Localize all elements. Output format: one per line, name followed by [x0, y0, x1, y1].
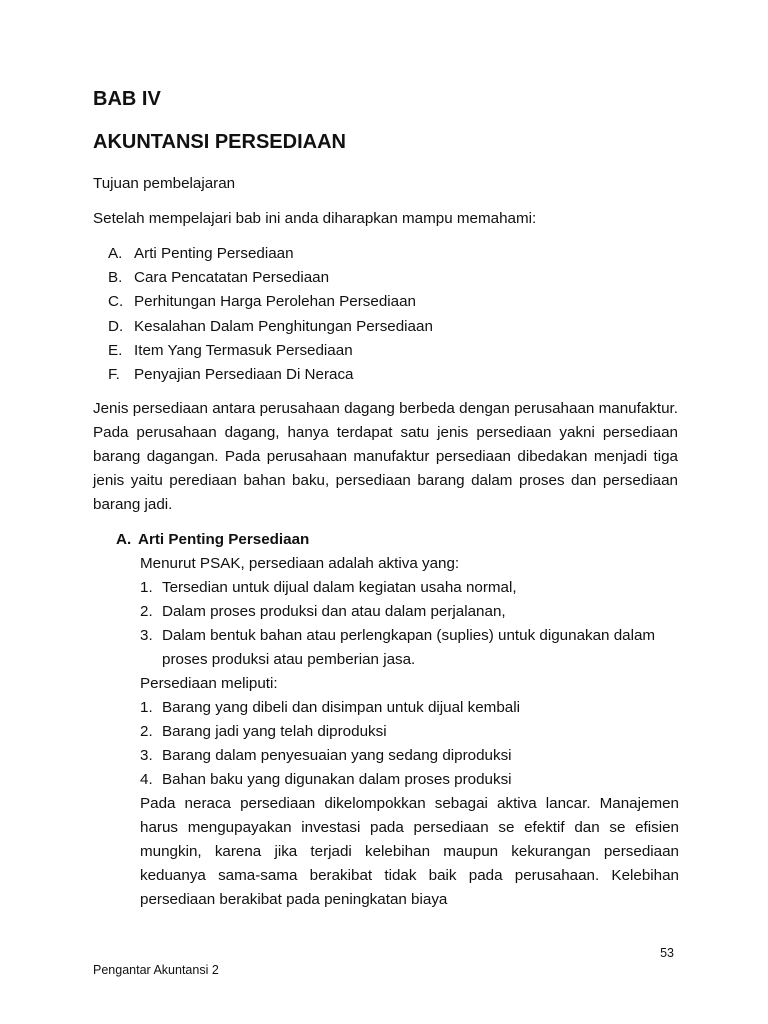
psak-intro: Menurut PSAK, persediaan adalah aktiva yang:: [140, 555, 460, 572]
list-item-text: Penyajian Persediaan Di Neraca: [134, 366, 354, 384]
list-item: [108, 242, 433, 266]
list-item: [140, 600, 678, 624]
learning-objectives-label: Tujuan pembelajaran: [93, 175, 236, 192]
list-marker: F.: [108, 366, 120, 384]
includes-intro: Persediaan meliputi:: [140, 675, 278, 692]
list-item: [108, 290, 433, 314]
list-item-text: Dalam bentuk bahan atau perlengkapan (suplies) untuk digunakan dalam proses produksi atau pemberian jasa.: [162, 627, 656, 668]
page-number: 53: [660, 946, 674, 960]
section-a-paragraph: Pada neraca persediaan dikelompokkan sebagai aktiva lancar. Manajemen harus mengupayakan investasi pada persediaan se efektif dan se efisien mungkin, karena jika terjadi kelebihan maupun kekurangan persediaan keduanya sama-sama berakibat tidak baik pada perusahaan. Kelebihan persediaan berakibat pada peningkatan biaya: [140, 795, 679, 908]
intro-paragraph: Jenis persediaan antara perusahaan dagang berbeda dengan perusahaan manufaktur. Pada perusahaan dagang, hanya terdapat satu jenis persediaan yakni persediaan barang dagangan. Pada perusahaan manufaktur persediaan dibedakan menjadi tiga jenis yaitu perediaan bahan baku, persediaan barang dalam proses dan persediaan barang jadi.: [93, 400, 678, 513]
list-item: [140, 624, 678, 672]
list-marker: D.: [108, 317, 124, 335]
list-item-text: Barang yang dibeli dan disimpan untuk dijual kembali: [162, 699, 520, 716]
list-marker: 3.: [140, 627, 153, 644]
list-item: [140, 576, 678, 600]
list-marker: 1.: [140, 699, 153, 716]
psak-list: [140, 576, 678, 672]
list-item-text: Cara Pencatatan Persediaan: [134, 269, 330, 287]
list-marker: E.: [108, 341, 123, 359]
list-marker: 2.: [140, 723, 153, 740]
list-item-text: Arti Penting Persediaan: [134, 245, 294, 262]
section-a-heading: [116, 528, 309, 552]
list-item: [108, 266, 433, 290]
list-item-text: Tersedian untuk dijual dalam kegiatan usaha normal,: [162, 579, 517, 596]
list-item: [108, 363, 433, 387]
list-item: [140, 768, 678, 792]
list-marker: C.: [108, 293, 124, 311]
list-marker: B.: [108, 269, 123, 287]
list-marker: 3.: [140, 747, 153, 764]
includes-list: [140, 696, 678, 792]
list-item: [140, 696, 678, 720]
list-item: [140, 720, 678, 744]
chapter-title: AKUNTANSI PERSEDIAAN: [93, 131, 346, 153]
footer-text: Pengantar Akuntansi 2: [93, 963, 219, 977]
list-item: [108, 339, 433, 363]
list-marker: 4.: [140, 771, 153, 788]
list-marker: 1.: [140, 579, 153, 596]
list-item-text: Perhitungan Harga Perolehan Persediaan: [134, 293, 417, 311]
chapter-label: BAB IV: [93, 88, 161, 110]
list-item: [140, 744, 678, 768]
list-marker: A.: [108, 245, 123, 262]
list-item-text: Dalam proses produksi dan atau dalam perjalanan,: [162, 603, 506, 620]
list-item-text: Bahan baku yang digunakan dalam proses produksi: [162, 771, 512, 788]
list-item-text: Barang dalam penyesuaian yang sedang diproduksi: [162, 747, 512, 764]
section-marker: A.: [116, 531, 132, 548]
objectives-intro: Setelah mempelajari bab ini anda diharapkan mampu memahami:: [93, 210, 537, 227]
list-item: [108, 315, 433, 339]
section-heading-text: Arti Penting Persediaan: [138, 531, 310, 548]
list-item-text: Item Yang Termasuk Persediaan: [134, 341, 353, 359]
list-marker: 2.: [140, 603, 153, 620]
objectives-list: [108, 242, 433, 387]
list-item-text: Barang jadi yang telah diproduksi: [162, 723, 387, 740]
list-item-text: Kesalahan Dalam Penghitungan Persediaan: [134, 317, 433, 335]
